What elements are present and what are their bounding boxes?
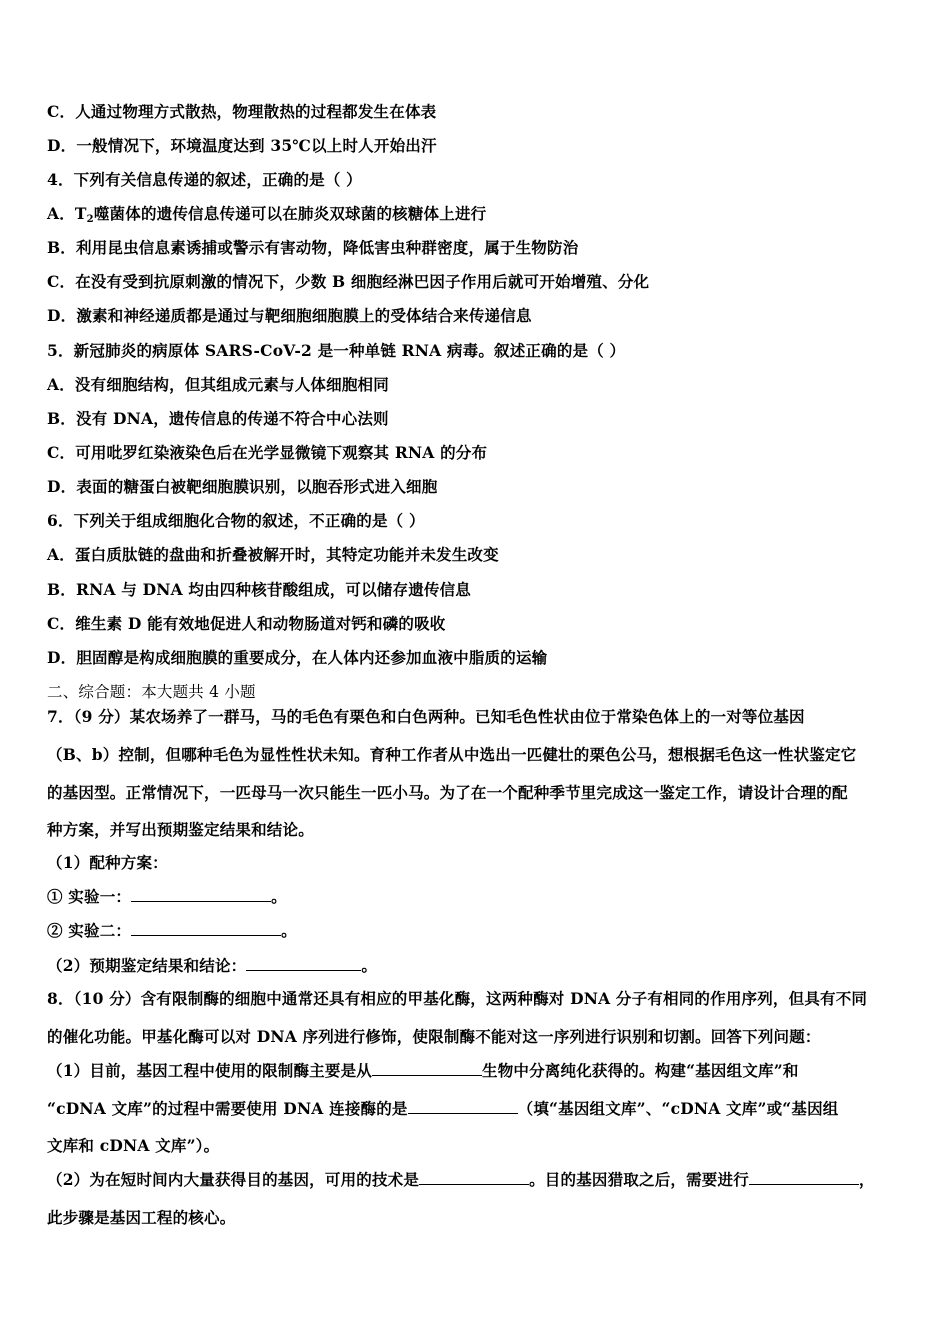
q7-line-3: 的基因型。正常情况下，一匹母马一次只能生一匹小马。为了在一个配种季节里完成这一鉴定工作，请设计合理的配 xyxy=(47,783,848,802)
q5-option-d: D．表面的糖蛋白被靶细胞膜识别，以胞吞形式进入细胞 xyxy=(47,477,438,496)
q4-option-c: C．在没有受到抗原刺激的情况下，少数 B 细胞经淋巴因子作用后就可开始增殖、分化 xyxy=(47,272,650,291)
q4-option-b: B．利用昆虫信息素诱捕或警示有害动物，降低害虫种群密度，属于生物防治 xyxy=(47,238,579,257)
q8-part-1-text-2: “cDNA 文库”的过程中需要使用 DNA 连接酶的是 xyxy=(47,1099,408,1118)
q8-part-1-line-1 xyxy=(47,1061,799,1081)
period: 。 xyxy=(281,921,297,940)
q7-line-2: （B、b）控制，但哪种毛色为显性性状未知。育种工作者从中选出一匹健壮的栗色公马，想根据毛色这一性状鉴定它 xyxy=(47,745,857,764)
q8-part-2-line-1 xyxy=(47,1170,875,1190)
q7-part-2 xyxy=(47,956,377,976)
q6-stem: 6．下列关于组成细胞化合物的叙述，不正确的是（ ） xyxy=(47,511,425,530)
q8-line-1: 8．（10 分）含有限制酶的细胞中通常还具有相应的甲基化酶，这两种酶对 DNA 分子有相同的作用序列，但具有不同 xyxy=(47,989,868,1008)
q4-option-a xyxy=(47,204,486,224)
q8-part-2-line-2: 此步骤是基因工程的核心。 xyxy=(47,1208,236,1227)
answer-blank[interactable] xyxy=(131,887,271,902)
q7-line-1: 7．（9 分）某农场养了一群马，马的毛色有栗色和白色两种。已知毛色性状由位于常染色体上的一对等位基因 xyxy=(47,707,805,726)
answer-blank[interactable] xyxy=(246,956,361,971)
q3-option-d: D．一般情况下，环境温度达到 35℃以上时人开始出汗 xyxy=(47,136,437,155)
section-heading: 二、综合题：本大题共 4 小题 xyxy=(47,683,256,701)
q7-experiment-2 xyxy=(47,921,297,941)
q4-a-subscript: 2 xyxy=(86,214,94,225)
part-2-label: （2）预期鉴定结果和结论： xyxy=(47,956,247,975)
q6-option-b: B．RNA 与 DNA 均由四种核苷酸组成，可以储存遗传信息 xyxy=(47,580,472,599)
answer-blank[interactable] xyxy=(372,1061,482,1076)
q6-option-d: D．胆固醇是构成细胞膜的重要成分，在人体内还参加血液中脂质的运输 xyxy=(47,648,548,667)
q6-option-c: C．维生素 D 能有效地促进人和动物肠道对钙和磷的吸收 xyxy=(47,614,446,633)
q8-part-2-text: （2）为在短时间内大量获得目的基因，可用的技术是 xyxy=(47,1170,420,1189)
q8-line-2: 的催化功能。甲基化酶可以对 DNA 序列进行修饰，使限制酶不能对这一序列进行识别和切割。回答下列问题： xyxy=(47,1027,821,1046)
q6-option-a: A．蛋白质肽链的盘曲和折叠被解开时，其特定功能并未发生改变 xyxy=(47,545,499,564)
q3-option-c: C．人通过物理方式散热，物理散热的过程都发生在体表 xyxy=(47,102,437,121)
period: 。 xyxy=(361,956,378,975)
q8-part-2-text-cont: 。目的基因猎取之后，需要进行 xyxy=(529,1170,749,1189)
q5-option-b: B．没有 DNA，遗传信息的传递不符合中心法则 xyxy=(47,409,389,428)
q7-experiment-1 xyxy=(47,887,287,907)
q7-line-4: 种方案，并写出预期鉴定结果和结论。 xyxy=(47,820,314,839)
q4-a-text: 噬菌体的遗传信息传递可以在肺炎双球菌的核糖体上进行 xyxy=(93,204,487,223)
answer-blank[interactable] xyxy=(408,1099,518,1114)
q8-part-1-text-cont: 生物中分离纯化获得的。构建“基因组文库”和 xyxy=(482,1061,799,1080)
q8-part-1-line-3: 文库和 cDNA 文库”）。 xyxy=(47,1136,220,1155)
q8-part-1-line-2 xyxy=(47,1099,839,1119)
q8-part-1-text-3: （填“基因组文库”、“cDNA 文库”或“基因组 xyxy=(517,1099,839,1118)
q5-stem: 5．新冠肺炎的病原体 SARS-CoV-2 是一种单链 RNA 病毒。叙述正确的是（ ） xyxy=(47,341,626,360)
q5-option-a: A．没有细胞结构，但其组成元素与人体细胞相同 xyxy=(47,375,389,394)
q4-stem: 4．下列有关信息传递的叙述，正确的是（ ） xyxy=(47,170,362,189)
period: 。 xyxy=(271,887,287,906)
q8-part-1-text: （1）目前，基因工程中使用的限制酶主要是从 xyxy=(47,1061,372,1080)
q5-option-c: C．可用吡罗红染液染色后在光学显微镜下观察其 RNA 的分布 xyxy=(47,443,488,462)
experiment-2-label: ② 实验二： xyxy=(47,921,132,940)
answer-blank[interactable] xyxy=(419,1170,529,1185)
q7-part-1: （1）配种方案： xyxy=(47,853,168,872)
answer-blank[interactable] xyxy=(131,921,281,936)
comma: ， xyxy=(858,1170,875,1189)
q4-a-prefix: A．T xyxy=(47,204,87,223)
q4-option-d: D．激素和神经递质都是通过与靶细胞细胞膜上的受体结合来传递信息 xyxy=(47,306,532,325)
experiment-1-label: ① 实验一： xyxy=(47,887,132,906)
answer-blank[interactable] xyxy=(749,1170,859,1185)
